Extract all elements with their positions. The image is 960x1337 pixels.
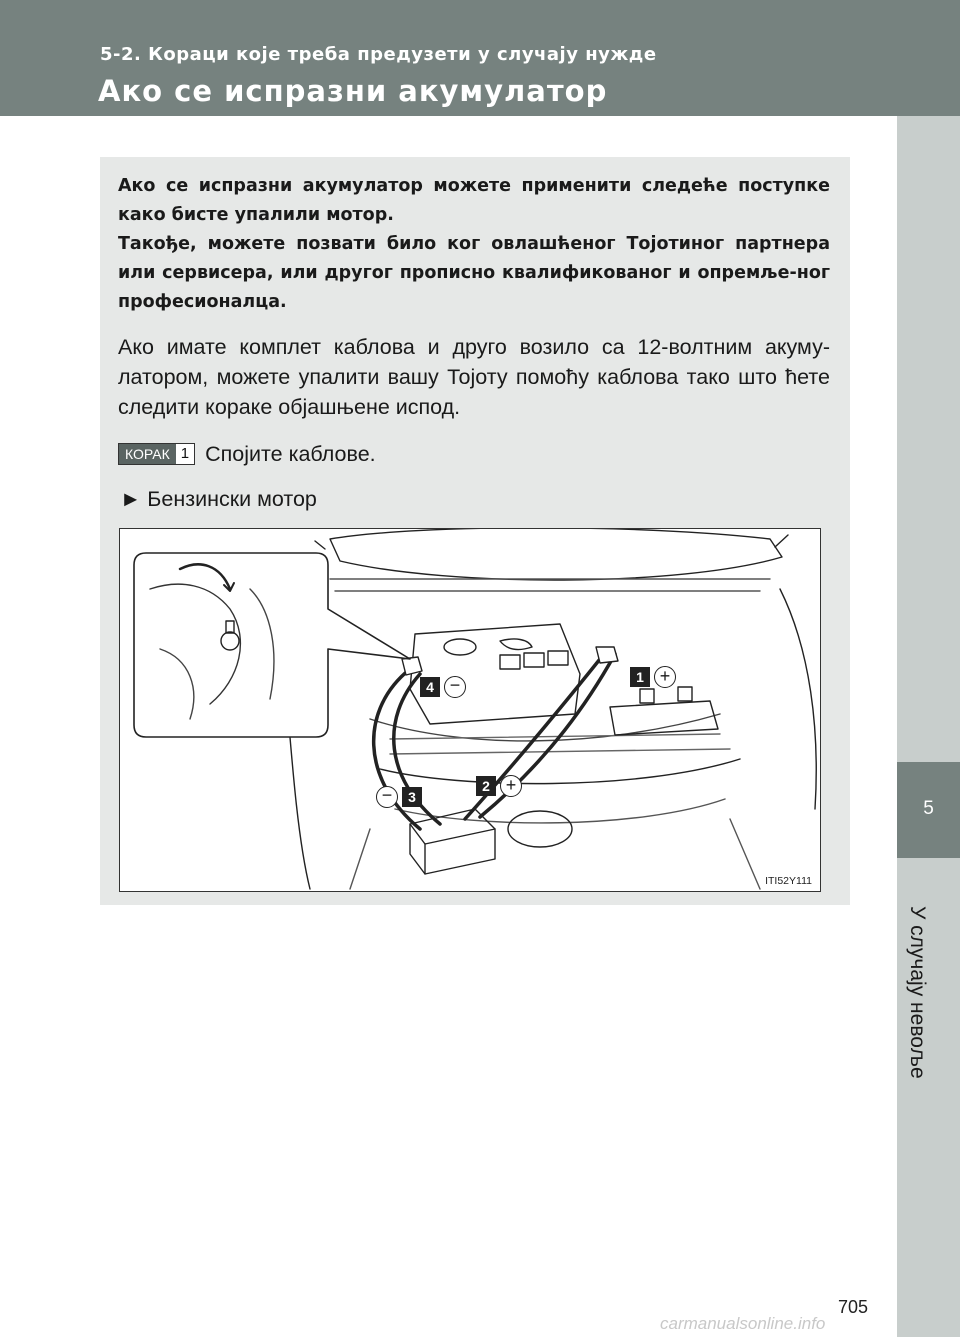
watermark: carmanualsonline.info [660, 1314, 826, 1333]
bullet-marker: ► [120, 487, 142, 511]
step-badge [118, 443, 195, 465]
callout-4-badge: 4 [420, 677, 440, 697]
minus-icon: − [444, 676, 466, 698]
hood-outline [330, 529, 782, 580]
intro-text [118, 172, 830, 317]
chapter-tab [897, 762, 960, 858]
chapter-title-vertical [906, 906, 947, 1166]
front-grille [380, 759, 740, 784]
engine-cover [410, 624, 580, 724]
bullet-item [120, 487, 317, 512]
callout-1-badge: 1 [630, 667, 650, 687]
body-paragraph: Ако имате комплет каблова и друго возило са 12-волтним акуму-латором, можете упалити вашу Тојоту помоћу каблова тако што ћете следити кораке објашњене испод. [118, 335, 830, 419]
right-fender [780, 589, 816, 809]
engine-jump-start-illustration [119, 528, 821, 892]
callout-4-marker [420, 676, 466, 698]
callout-2-marker [476, 775, 522, 797]
engine-bay-drawing [120, 529, 821, 892]
step-label: Спојите каблове. [205, 441, 376, 466]
minus-icon: − [376, 786, 398, 808]
step-badge-word: КОРАК [119, 444, 176, 464]
bullet-text: Бензински мотор [147, 487, 317, 511]
chapter-sidebar [897, 116, 960, 1337]
callout-3-marker [376, 786, 422, 808]
page-number: 705 [838, 1297, 869, 1317]
inset-bubble [134, 553, 410, 737]
car-battery [610, 701, 718, 735]
page-header [0, 0, 960, 116]
figure-code: ITI52Y111 [765, 875, 812, 887]
page-title: Ако се испразни акумулатор [98, 74, 608, 108]
plus-icon: + [654, 666, 676, 688]
intro-paragraph-1: Ако се испразни акумулатор можете применити следеће поступке како бисте упалили мотор. [118, 176, 830, 225]
plus-icon: + [500, 775, 522, 797]
chapter-title: У случају невоље [906, 906, 929, 1079]
callout-2-badge: 2 [476, 776, 496, 796]
step-row [118, 441, 376, 467]
intro-paragraph-2: Такође, можете позвати било ког овлашћеног Тојотиног партнера или сервисера, или другог прописно квалификованог и опремље-ног професионалца. [118, 234, 830, 312]
chapter-number: 5 [923, 798, 934, 819]
step-badge-number: 1 [176, 444, 194, 464]
callout-3-badge: 3 [402, 787, 422, 807]
section-subtitle: 5-2. Кораци које треба предузети у случају нужде [100, 44, 657, 65]
callout-1-marker [630, 666, 676, 688]
